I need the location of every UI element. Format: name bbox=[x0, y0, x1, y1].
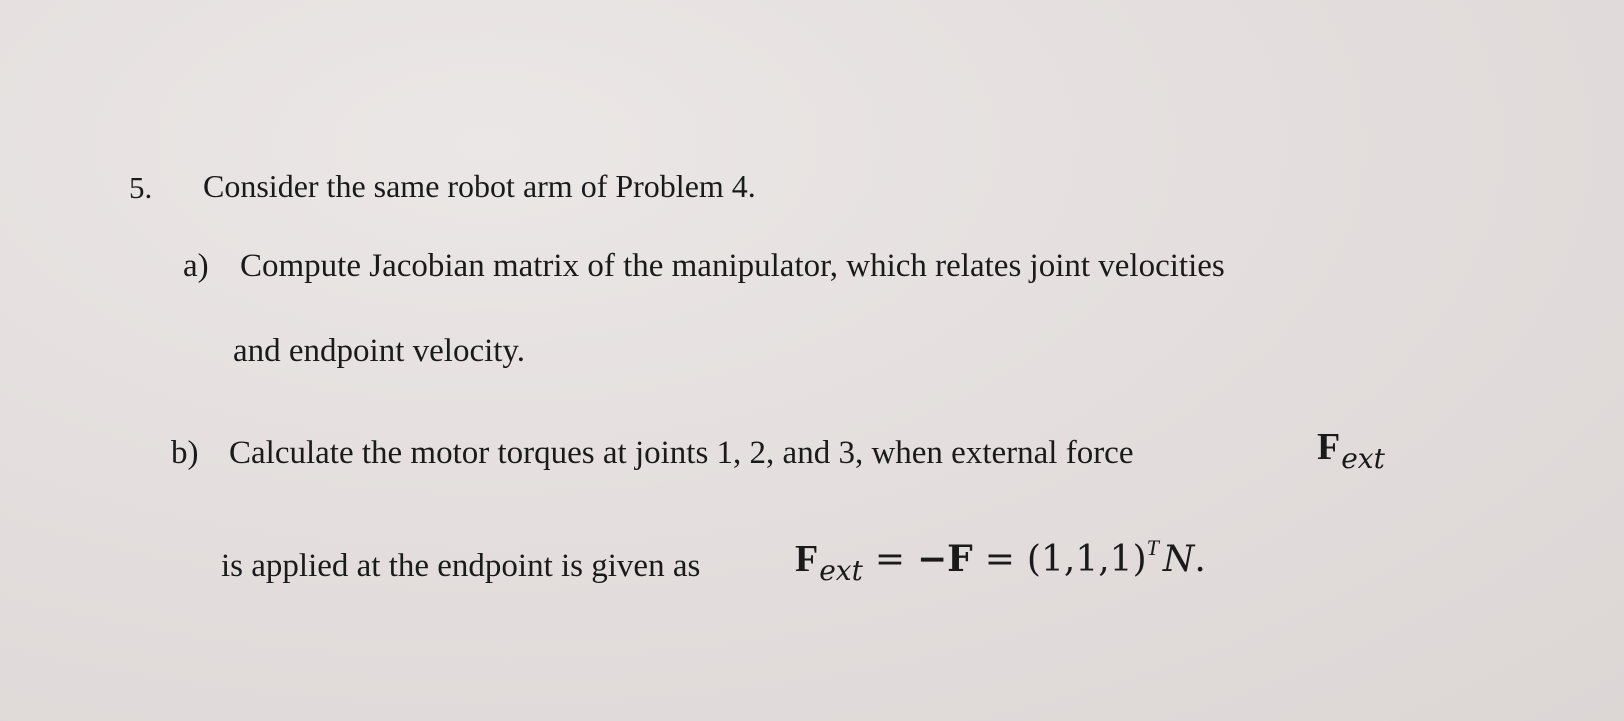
equation-middle: −F bbox=[917, 538, 973, 580]
problem-number: 5. bbox=[129, 170, 153, 205]
part-b-line2: is applied at the endpoint is given as bbox=[221, 548, 701, 584]
part-a-label: a) bbox=[183, 248, 209, 284]
part-a-line1: Compute Jacobian matrix of the manipulator, which relates joint velocities bbox=[240, 248, 1225, 284]
equation-equals-2: = bbox=[984, 539, 1015, 580]
force-subscript: ext bbox=[1341, 442, 1385, 475]
problem-statement: Consider the same robot arm of Problem 4. bbox=[203, 168, 756, 204]
equation-unit: N bbox=[1162, 539, 1195, 580]
equation-lhs-symbol: F bbox=[795, 538, 819, 580]
part-b-line1: Calculate the motor torques at joints 1, 2, and 3, when external force bbox=[229, 435, 1134, 471]
equation-vector: (1,1,1) bbox=[1026, 539, 1147, 580]
equation-end: . bbox=[1194, 539, 1206, 580]
force-equation bbox=[795, 535, 1206, 587]
equation-lhs-subscript: ext bbox=[819, 554, 863, 587]
equation-equals-1: = bbox=[874, 539, 906, 580]
equation-transpose: T bbox=[1146, 535, 1159, 560]
force-symbol: F bbox=[1317, 426, 1341, 468]
force-symbol-inline bbox=[1317, 426, 1385, 475]
part-a-line2: and endpoint velocity. bbox=[233, 333, 526, 369]
part-b-label: b) bbox=[171, 435, 199, 471]
